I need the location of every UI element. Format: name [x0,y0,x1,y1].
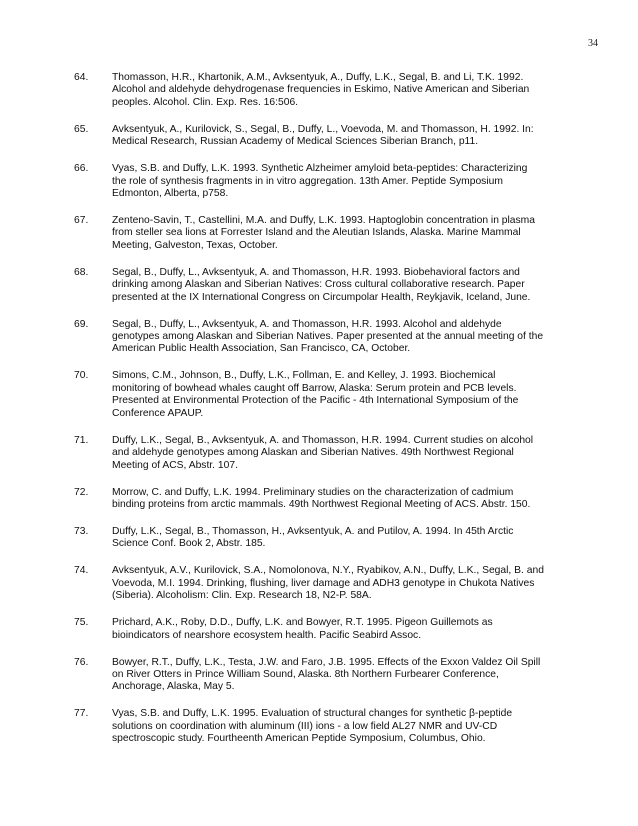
reference-line: peoples. Alcohol. Clin. Exp. Res. 16:506. [112,96,299,108]
reference-item [74,267,604,304]
reference-list [74,72,604,760]
reference-line: Meeting of ACS, Abstr. 107. [112,459,238,471]
reference-number: 66. [74,163,89,175]
reference-line: monitoring of bowhead whales caught off Barrow, Alaska: Serum protein and PCB levels. [112,382,517,394]
reference-item [74,617,604,642]
reference-text [112,617,604,642]
reference-line: Thomasson, H.R., Khartonik, A.M., Avksentyuk, A., Duffy, L.K., Segal, B. and Li, T.K. 1992. [112,72,524,83]
reference-text [112,370,604,420]
reference-line: bioindicators of nearshore ecosystem health. Pacific Seabird Assoc. [112,629,422,641]
reference-text [112,319,604,356]
reference-item [74,72,604,109]
reference-line: solutions on coordination with aluminum (III) ions - a low field AL27 NMR and UV-CD [112,720,498,732]
reference-item [74,708,604,745]
reference-text [112,526,604,551]
reference-line: Meeting, Galveston, Texas, October. [112,239,278,251]
reference-item [74,657,604,694]
reference-line: Prichard, A.K., Roby, D.D., Duffy, L.K. and Bowyer, R.T. 1995. Pigeon Guillemots as [112,617,493,629]
reference-line: genotypes among Alaskan and Siberian Natives. Paper presented at the annual meeting of the [112,331,544,343]
reference-item [74,124,604,149]
reference-line: American Public Health Association, San Francisco, CA, October. [112,343,411,355]
reference-number: 74. [74,565,89,577]
reference-item [74,487,604,512]
reference-text [112,215,604,252]
reference-number: 69. [74,318,89,330]
reference-text [112,72,604,109]
reference-line: Vyas, S.B. and Duffy, L.K. 1995. Evaluation of structural changes for synthetic β-peptide [112,708,513,720]
reference-text [112,163,604,200]
reference-number: 77. [74,708,89,720]
reference-text [112,124,604,149]
reference-line: binding proteins from arctic mammals. 49th Northwest Regional Meeting of ACS. Abstr. 150. [112,498,531,510]
reference-line: the role of synthesis fragments in in vitro aggregation. 13th Amer. Peptide Symposium [112,175,503,187]
reference-line: (Siberia). Alcoholism: Clin. Exp. Research 18, N2-P. 58A. [112,590,372,602]
reference-line: Presented at Environmental Protection of the Pacific - 4th International Symposium of the [112,395,519,407]
reference-number: 70. [74,370,89,382]
page-number: 34 [588,38,598,49]
reference-line: presented at the IX International Congress on Circumpolar Health, Reykjavik, Iceland, June. [112,291,531,303]
reference-line: Zenteno-Savin, T., Castellini, M.A. and Duffy, L.K. 1993. Haptoglobin concentration in plasma [112,215,535,227]
reference-line: Avksentyuk, A.V., Kurilovick, S.A., Nomolonova, N.Y., Ryabikov, A.N., Duffy, L.K., Segal, B. and [112,565,544,577]
reference-line: Alcohol and aldehyde dehydrogenase frequencies in Eskimo, Native American and Siberian [112,84,530,96]
reference-line: on River Otters in Prince William Sound, Alaska. 8th Northern Furbearer Conference, [112,668,499,680]
reference-text [112,708,604,745]
reference-number: 73. [74,525,89,537]
reference-line: Avksentyuk, A., Kurilovick, S., Segal, B., Duffy, L., Voevoda, M. and Thomasson, H. 1992. In: [112,123,534,135]
reference-number: 65. [74,123,89,135]
reference-line: Duffy, L.K., Segal, B., Avksentyuk, A. and Thomasson, H.R. 1994. Current studies on alcohol [112,434,534,446]
reference-text [112,267,604,304]
reference-number: 68. [74,266,89,278]
reference-line: Conference APAUP. [112,407,204,419]
reference-line: Vyas, S.B. and Duffy, L.K. 1993. Synthetic Alzheimer amyloid beta-peptides: Characterizing [112,163,528,175]
reference-text [112,435,604,472]
reference-item [74,435,604,472]
reference-line: Duffy, L.K., Segal, B., Thomasson, H., Avksentyuk, A. and Putilov, A. 1994. In 45th Arctic [112,525,514,537]
reference-number: 76. [74,656,89,668]
reference-line: Voevoda, M.I. 1994. Drinking, flushing, liver damage and ADH3 genotype in Chukota Natives [112,577,535,589]
reference-item [74,370,604,420]
reference-line: Anchorage, Alaska, May 5. [112,681,235,693]
reference-line: Simons, C.M., Johnson, B., Duffy, L.K., Follman, E. and Kelley, J. 1993. Biochemical [112,370,496,382]
reference-item [74,163,604,200]
reference-text [112,487,604,512]
reference-text [112,565,604,602]
reference-item [74,319,604,356]
reference-line: Bowyer, R.T., Duffy, L.K., Testa, J.W. and Faro, J.B. 1995. Effects of the Exxon Valdez Oil Spill [112,656,541,668]
reference-line: and aldehyde genotypes among Alaskan and Siberian Natives. 49th Northwest Regional [112,447,514,459]
reference-line: drinking among Alaskan and Siberian Natives: Cross cultural collaborative research. Paper [112,279,525,291]
reference-line: Segal, B., Duffy, L., Avksentyuk, A. and Thomasson, H.R. 1993. Alcohol and aldehyde [112,318,502,330]
reference-line: Medical Research, Russian Academy of Medical Sciences Siberian Branch, p11. [112,136,479,148]
reference-line: Morrow, C. and Duffy, L.K. 1994. Preliminary studies on the characterization of cadmium [112,486,514,498]
reference-line: spectroscopic study. Fourtheenth American Peptide Symposium, Columbus, Ohio. [112,733,486,745]
reference-line: Edmonton, Alberta, p758. [112,188,229,200]
reference-line: Science Conf. Book 2, Abstr. 185. [112,538,266,550]
reference-item [74,565,604,602]
reference-number: 71. [74,434,89,446]
reference-line: Segal, B., Duffy, L., Avksentyuk, A. and Thomasson, H.R. 1993. Biobehavioral factors and [112,266,520,278]
reference-number: 67. [74,215,89,227]
reference-line: from steller sea lions at Forrester Island and the Aleutian Islands, Alaska. Marine Mammal [112,227,521,239]
reference-number: 75. [74,617,89,629]
reference-item [74,215,604,252]
reference-number: 64. [74,72,89,83]
reference-text [112,657,604,694]
reference-item [74,526,604,551]
reference-number: 72. [74,486,89,498]
